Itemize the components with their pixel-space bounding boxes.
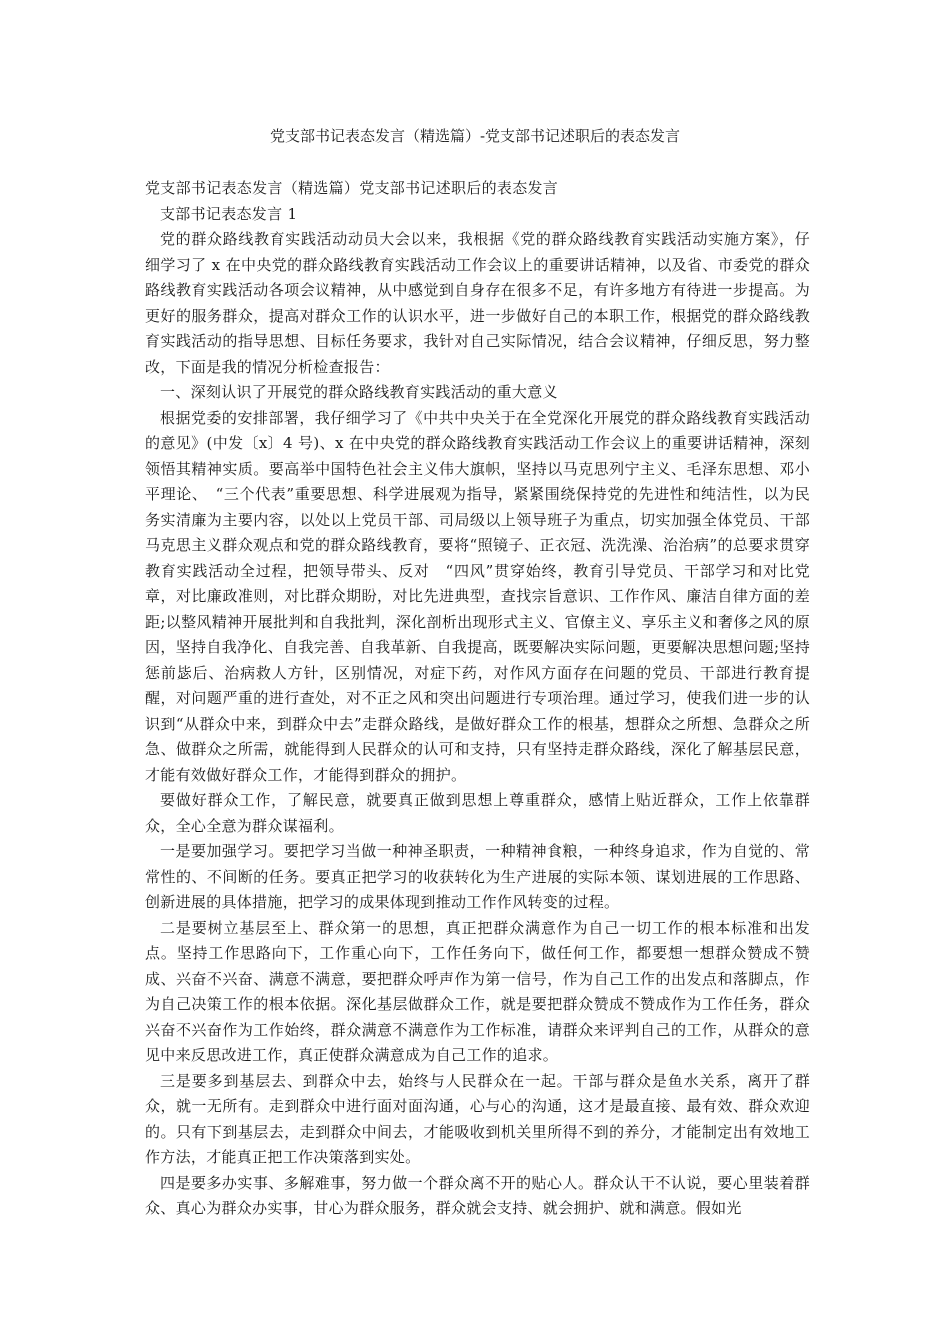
body-paragraph: 三是要多到基层去、到群众中去，始终与人民群众在一起。干部与群众是鱼水关系，离开了群众，就一无所有。走到群众中进行面对面沟通，心与心的沟通，这才是最直接、最有效、群众欢迎的。只有下到基层去，走到群众中间去，才能吸收到机关里所得不到的养分，才能制定出有效地工作方法，才能真正把工作决策落到实处。: [145, 1071, 810, 1166]
subtitle-paragraph: 党支部书记表态发言（精选篇）党支部书记述职后的表态发言: [145, 179, 559, 197]
body-paragraph: 根据党委的安排部署，我仔细学习了《中共中央关于在全党深化开展党的群众路线教育实践活动的意见》(中发〔x〕4 号)、x 在中央党的群众路线教育实践活动工作会议上的重要讲话精神，深刻领悟其精神实质。要高举中国特色社会主义伟大旗帜，坚持以马克思列宁主义、毛泽东思想、邓小平理论、 “三个代表”重要思想、科学进展观为指导，紧紧围绕保持党的先进性和纯洁性，以为民务实清廉为主要内容，以处以上党员干部、司局级以上领导班子为重点，切实加强全体党员、干部马克思主义群众观点和党的群众路线教育，要将“照镜子、正衣冠、洗洗澡、治治病”的总要求贯穿教育实践活动全过程，把领导带头、反对 “四风”贯穿始终，教育引导党员、干部学习和对比党章，对比廉政准则，对比群众期盼，对比先进典型，查找宗旨意识、工作作风、廉洁自律方面的差距;以整风精神开展批判和自我批判，深化剖析出现形式主义、官僚主义、享乐主义和奢侈之风的原因，坚持自我净化、自我完善、自我革新、自我提高，既要解决实际问题，更要解决思想问题;坚持惩前毖后、治病救人方针，区别情况，对症下药，对作风方面存在问题的党员、干部进行教育提醒，对问题严重的进行查处，对不正之风和突出问题进行专项治理。通过学习，使我们进一步的认识到“从群众中来，到群众中去”走群众路线，是做好群众工作的根基，想群众之所想、急群众之所急、做群众之所需，就能得到人民群众的认可和支持，只有坚持走群众路线，深化了解基层民意，才能有效做好群众工作，才能得到群众的拥护。: [145, 408, 810, 784]
body-paragraph: 一是要加强学习。要把学习当做一种神圣职责，一种精神食粮，一种终身追求，作为自觉的、常常性的、不间断的任务。要真正把学习的收获转化为生产进展的实际本领、谋划进展的工作思路、创新进展的具体措施，把学习的成果体现到推动工作作风转变的过程。: [145, 842, 810, 911]
body-paragraph: 要做好群众工作，了解民意，就要真正做到思想上尊重群众，感情上贴近群众，工作上依靠群众，全心全意为群众谋福利。: [145, 791, 810, 835]
body-paragraph: 二是要树立基层至上、群众第一的思想，真正把群众满意作为自己一切工作的根本标准和出发点。坚持工作思路向下，工作重心向下，工作任务向下，做任何工作，都要想一想群众赞成不赞成、兴奋不兴奋、满意不满意，要把群众呼声作为第一信号，作为自己工作的出发点和落脚点，作为自己决策工作的根本依据。深化基层做群众工作，就是要把群众赞成不赞成作为工作任务，群众兴奋不兴奋作为工作始终，群众满意不满意作为工作标准，请群众来评判自己的工作，从群众的意见中来反思改进工作，真正使群众满意成为自己工作的追求。: [145, 918, 810, 1064]
document-body: [145, 176, 810, 1222]
body-paragraph: 四是要多办实事、多解难事，努力做一个群众离不开的贴心人。群众认干不认说，要心里装着群众、真心为群众办实事，甘心为群众服务，群众就会支持、就会拥护、就和满意。假如光: [145, 1173, 810, 1217]
body-paragraph: 党的群众路线教育实践活动动员大会以来，我根据《党的群众路线教育实践活动实施方案》，仔细学习了 x 在中央党的群众路线教育实践活动工作会议上的重要讲话精神，以及省、市委党的群众路线教育实践活动各项会议精神，从中感觉到自身存在很多不足，有许多地方有待进一步提高。为更好的服务群众，提高对群众工作的认识水平，进一步做好自己的本职工作，根据党的群众路线教育实践活动的指导思想、目标任务要求，我针对自己实际情况，结合会议精神，仔细反思，努力整改，下面是我的情况分析检查报告：: [145, 230, 810, 376]
section-heading: 支部书记表态发言 1: [160, 204, 298, 223]
section-heading: 一、深刻认识了开展党的群众路线教育实践活动的重大意义: [160, 383, 558, 401]
document-title: 党支部书记表态发言（精选篇）-党支部书记述职后的表态发言: [269, 127, 681, 145]
